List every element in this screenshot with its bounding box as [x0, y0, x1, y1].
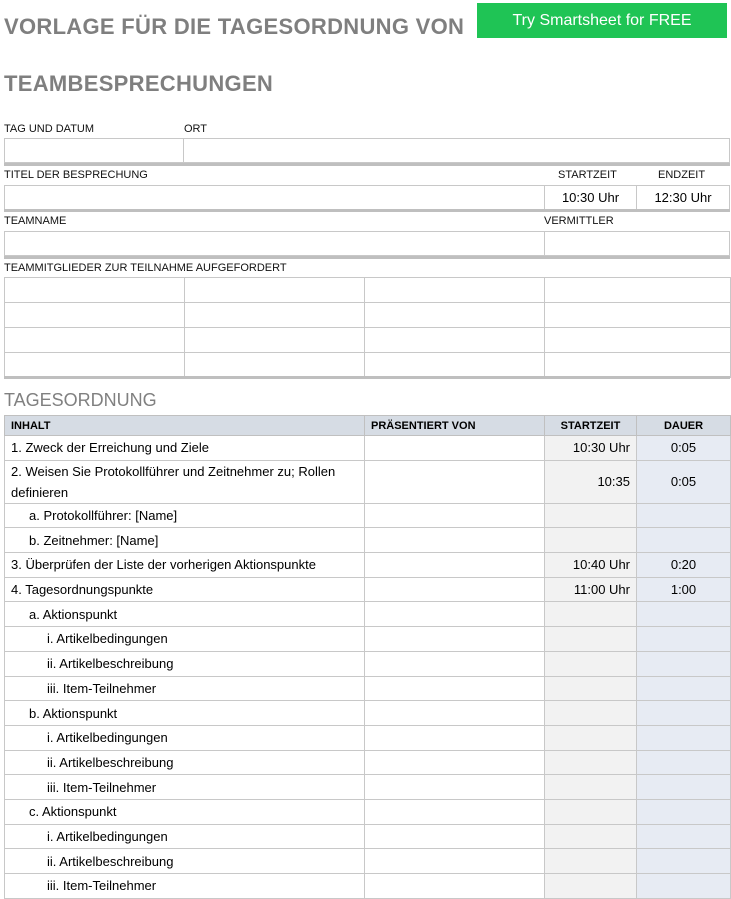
attendee-cell[interactable] — [185, 328, 365, 353]
attendee-cell[interactable] — [365, 303, 545, 328]
document-subtitle: TEAMBESPRECHUNGEN — [4, 71, 274, 96]
table-row — [5, 503, 731, 528]
agenda-item: b. Zeitnehmer: [Name] — [5, 528, 365, 553]
presenter-cell[interactable] — [365, 750, 545, 775]
attendee-cell[interactable] — [5, 328, 185, 353]
start-cell — [545, 676, 637, 701]
duration-cell — [637, 849, 731, 874]
team-name-label: TEAMNAME — [4, 215, 67, 227]
presenter-cell[interactable] — [365, 725, 545, 750]
start-cell — [545, 874, 637, 899]
table-row — [5, 824, 731, 849]
table-row — [5, 651, 731, 676]
presenter-cell[interactable] — [365, 553, 545, 578]
duration-cell — [637, 503, 731, 528]
meeting-title-field[interactable] — [4, 185, 545, 210]
duration-cell — [637, 750, 731, 775]
agenda-item: i. Artikelbedingungen — [5, 627, 365, 652]
agenda-item: ii. Artikelbeschreibung — [5, 750, 365, 775]
duration-cell — [637, 824, 731, 849]
agenda-item: ii. Artikelbeschreibung — [5, 849, 365, 874]
presenter-cell[interactable] — [365, 701, 545, 726]
attendee-cell[interactable] — [185, 278, 365, 303]
agenda-item: a. Aktionspunkt — [5, 602, 365, 627]
duration-cell — [637, 874, 731, 899]
start-time-label: STARTZEIT — [558, 169, 617, 181]
table-row — [5, 775, 731, 800]
start-cell — [545, 725, 637, 750]
presenter-cell[interactable] — [365, 824, 545, 849]
table-row — [5, 874, 731, 899]
start-cell: 10:30 Uhr — [545, 436, 637, 461]
presenter-cell[interactable] — [365, 627, 545, 652]
attendee-cell[interactable] — [185, 353, 365, 378]
location-label: ORT — [184, 123, 208, 135]
facilitator-field[interactable] — [544, 231, 730, 256]
presenter-cell[interactable] — [365, 676, 545, 701]
duration-cell — [637, 725, 731, 750]
attendee-cell[interactable] — [545, 278, 731, 303]
presenter-cell[interactable] — [365, 602, 545, 627]
divider — [4, 256, 730, 259]
day-date-field[interactable] — [4, 138, 184, 163]
table-row — [5, 799, 731, 824]
duration-cell: 0:20 — [637, 553, 731, 578]
col-header-content: INHALT — [5, 416, 365, 436]
presenter-cell[interactable] — [365, 799, 545, 824]
presenter-cell[interactable] — [365, 460, 545, 503]
agenda-item: i. Artikelbedingungen — [5, 824, 365, 849]
attendee-cell[interactable] — [5, 303, 185, 328]
presenter-cell[interactable] — [365, 577, 545, 602]
facilitator-label: VERMITTLER — [544, 215, 614, 227]
duration-cell: 0:05 — [637, 460, 731, 503]
attendee-cell[interactable] — [365, 353, 545, 378]
table-row — [5, 750, 731, 775]
table-row — [5, 602, 731, 627]
start-cell — [545, 849, 637, 874]
duration-cell — [637, 528, 731, 553]
duration-cell — [637, 676, 731, 701]
agenda-table — [4, 415, 731, 899]
attendee-cell[interactable] — [545, 303, 731, 328]
start-cell: 10:40 Uhr — [545, 553, 637, 578]
agenda-item: b. Aktionspunkt — [5, 701, 365, 726]
start-cell — [545, 701, 637, 726]
col-header-start: STARTZEIT — [545, 416, 637, 436]
attendee-cell[interactable] — [365, 278, 545, 303]
presenter-cell[interactable] — [365, 436, 545, 461]
agenda-item: a. Protokollführer: [Name] — [5, 503, 365, 528]
start-cell — [545, 627, 637, 652]
table-row — [5, 460, 731, 503]
document-title: VORLAGE FÜR DIE TAGESORDNUNG VON — [4, 14, 465, 39]
start-time-field[interactable]: 10:30 Uhr — [544, 185, 637, 210]
agenda-item: 1. Zweck der Erreichung und Ziele — [5, 436, 365, 461]
agenda-item: c. Aktionspunkt — [5, 799, 365, 824]
start-cell — [545, 824, 637, 849]
start-cell: 11:00 Uhr — [545, 577, 637, 602]
table-row — [5, 676, 731, 701]
start-cell — [545, 651, 637, 676]
agenda-item: 3. Überprüfen der Liste der vorherigen Aktionspunkte — [5, 553, 365, 578]
presenter-cell[interactable] — [365, 849, 545, 874]
agenda-item: ii. Artikelbeschreibung — [5, 651, 365, 676]
attendee-cell[interactable] — [545, 353, 731, 378]
team-name-field[interactable] — [4, 231, 545, 256]
start-cell — [545, 775, 637, 800]
col-header-presented-by: PRÄSENTIERT VON — [365, 416, 545, 436]
start-cell: 10:35 — [545, 460, 637, 503]
end-time-label: ENDZEIT — [658, 169, 706, 181]
end-time-field[interactable]: 12:30 Uhr — [636, 185, 730, 210]
start-cell — [545, 750, 637, 775]
agenda-item: iii. Item-Teilnehmer — [5, 874, 365, 899]
divider — [4, 163, 730, 166]
agenda-item: 4. Tagesordnungspunkte — [5, 577, 365, 602]
table-row — [5, 627, 731, 652]
agenda-item: i. Artikelbedingungen — [5, 725, 365, 750]
attendee-cell[interactable] — [185, 303, 365, 328]
duration-cell — [637, 627, 731, 652]
duration-cell — [637, 602, 731, 627]
table-row — [5, 725, 731, 750]
location-field[interactable] — [183, 138, 730, 163]
table-row — [5, 553, 731, 578]
attendee-cell[interactable] — [365, 328, 545, 353]
start-cell — [545, 602, 637, 627]
start-cell — [545, 503, 637, 528]
start-cell — [545, 799, 637, 824]
day-date-label: TAG UND DATUM — [4, 123, 95, 135]
start-cell — [545, 528, 637, 553]
col-header-duration: DAUER — [637, 416, 731, 436]
attendees-label: TEAMMITGLIEDER ZUR TEILNAHME AUFGEFORDERT — [4, 262, 287, 274]
duration-cell: 0:05 — [637, 436, 731, 461]
table-row — [5, 577, 731, 602]
duration-cell — [637, 701, 731, 726]
attendee-cell[interactable] — [5, 278, 185, 303]
table-row — [5, 701, 731, 726]
agenda-item: iii. Item-Teilnehmer — [5, 676, 365, 701]
presenter-cell[interactable] — [365, 528, 545, 553]
duration-cell: 1:00 — [637, 577, 731, 602]
presenter-cell[interactable] — [365, 503, 545, 528]
divider — [4, 376, 730, 379]
meeting-title-label: TITEL DER BESPRECHUNG — [4, 169, 148, 181]
divider — [4, 209, 730, 212]
table-row — [5, 528, 731, 553]
try-smartsheet-button[interactable]: Try Smartsheet for FREE — [477, 3, 727, 38]
agenda-item: 2. Weisen Sie Protokollführer und Zeitnehmer zu; Rollen definieren — [5, 460, 365, 503]
presenter-cell[interactable] — [365, 651, 545, 676]
duration-cell — [637, 651, 731, 676]
attendee-cell[interactable] — [5, 353, 185, 378]
duration-cell — [637, 775, 731, 800]
presenter-cell[interactable] — [365, 775, 545, 800]
agenda-heading: TAGESORDNUNG — [4, 390, 157, 410]
presenter-cell[interactable] — [365, 874, 545, 899]
agenda-item: iii. Item-Teilnehmer — [5, 775, 365, 800]
table-row — [5, 849, 731, 874]
table-row — [5, 436, 731, 461]
attendees-grid — [4, 277, 731, 378]
attendee-cell[interactable] — [545, 328, 731, 353]
duration-cell — [637, 799, 731, 824]
